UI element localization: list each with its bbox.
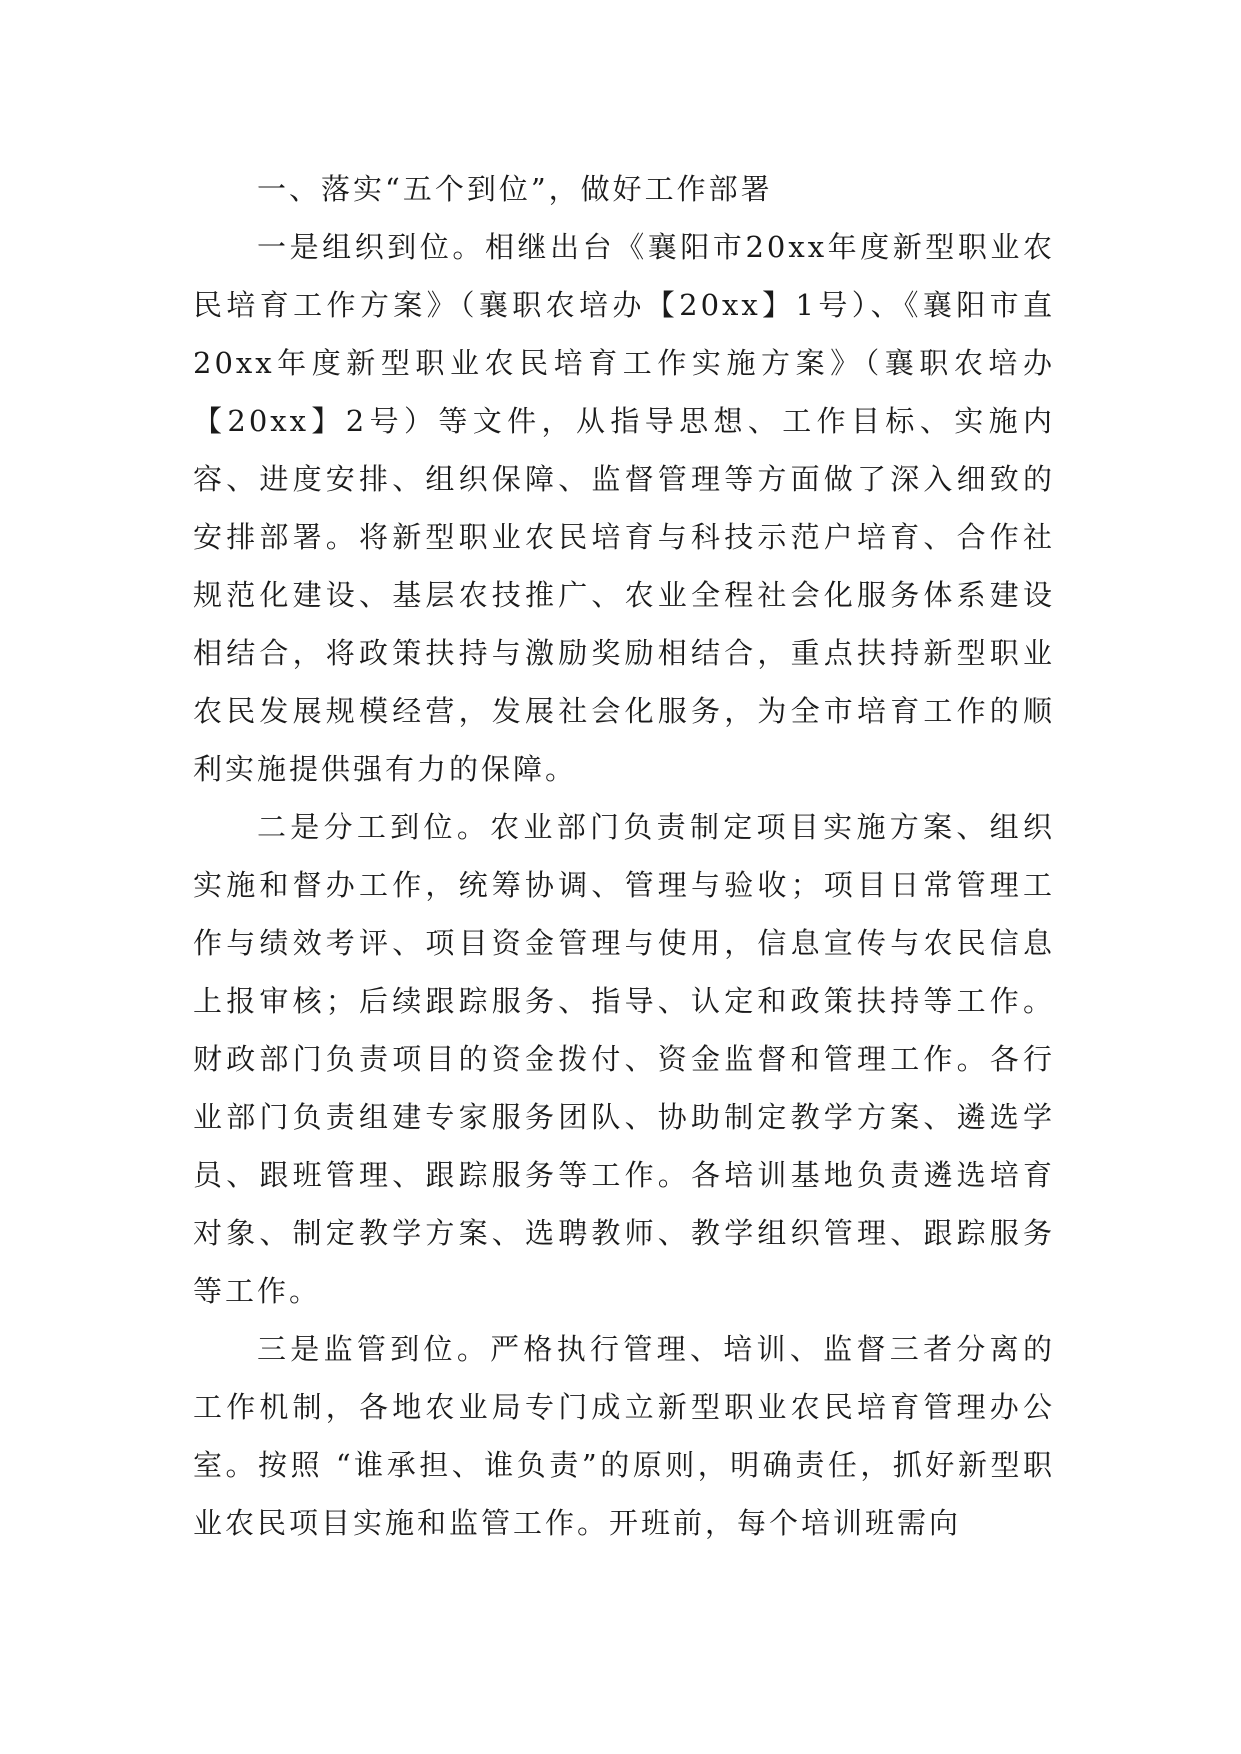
paragraph-organization: 一是组织到位。相继出台《襄阳市20xx年度新型职业农民培育工作方案》（襄职农培办【20xx】1号）、《襄阳市直20xx年度新型职业农民培育工作实施方案》（襄职农培办【20xx】2号）等文件，从指导思想、工作目标、实施内容、进度安排、组织保障、监督管理等方面做了深入细致的安排部署。将新型职业农民培育与科技示范户培育、合作社规范化建设、基层农技推广、农业全程社会化服务体系建设相结合，将政策扶持与激励奖励相结合，重点扶持新型职业农民发展规模经营，发展社会化服务，为全市培育工作的顺利实施提供强有力的保障。: [193, 230, 1055, 786]
document-body: [193, 160, 1055, 1552]
paragraph-division-of-labor: 二是分工到位。农业部门负责制定项目实施方案、组织实施和督办工作，统筹协调、管理与验收；项目日常管理工作与绩效考评、项目资金管理与使用，信息宣传与农民信息上报审核；后续跟踪服务、指导、认定和政策扶持等工作。财政部门负责项目的资金拨付、资金监督和管理工作。各行业部门负责组建专家服务团队、协助制定教学方案、遴选学员、跟班管理、跟踪服务等工作。各培训基地负责遴选培育对象、制定教学方案、选聘教师、教学组织管理、跟踪服务等工作。: [193, 810, 1055, 1308]
section-heading: 一、落实“五个到位”，做好工作部署: [257, 172, 773, 206]
paragraph-supervision: 三是监管到位。严格执行管理、培训、监督三者分离的工作机制，各地农业局专门成立新型职业农民培育管理办公室。按照 “谁承担、谁负责”的原则，明确责任，抓好新型职业农民项目实施和监管工作。开班前，每个培训班需向: [193, 1332, 1055, 1540]
